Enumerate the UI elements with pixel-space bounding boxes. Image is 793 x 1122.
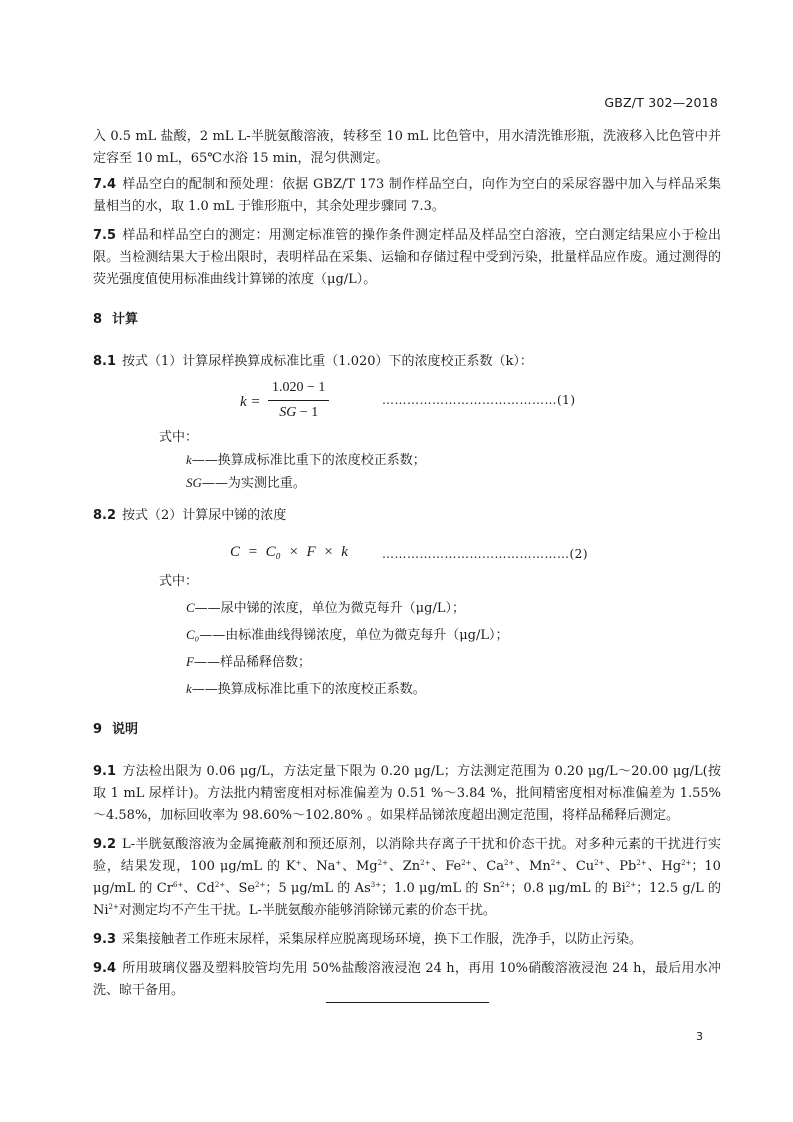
section-text: L-半胱氨酸溶液为金属掩蔽剂和预还原剂，以消除共存离子干扰和价态干扰。对多种元素的干扰进行实验，结果发现，100 μg/mL 的 K xyxy=(93,837,721,874)
ion: Mg xyxy=(356,859,378,874)
ion-charge: 2+ xyxy=(681,859,692,867)
ion: Cu xyxy=(575,859,595,874)
ion-charge: 6+ xyxy=(172,881,184,889)
fraction-numerator: 1.020 − 1 xyxy=(268,377,329,401)
section-text: 采集接触者工作班末尿样，采集尿样应脱离现场环境，换下工作服，洗净手，以防止污染。 xyxy=(122,932,643,947)
definition-symbol: k xyxy=(186,681,192,696)
ion-charge: 2+ xyxy=(420,859,431,867)
definition-k xyxy=(186,449,721,472)
ion-charge: 2+ xyxy=(550,859,562,867)
heading-title: 计算 xyxy=(112,312,139,327)
section-text: 方法检出限为 0.06 μg/L，方法定量下限为 0.20 μg/L；方法测定范围为 0.20 μg/L～20.00 μg/L(按取 1 mL 尿样计)。方法批内精密度相对标准偏差为 0.51 %～3.84 %，批间精密度相对标准偏差为 1.55%～4.58%，加标回收率为 98.60%～102.80% 。如果样品锑浓度超出测定范围，将样品稀释后测定。 xyxy=(93,764,721,823)
ion: Se xyxy=(238,881,256,896)
continuation-paragraph: 入 0.5 mL 盐酸，2 mL L-半胱氨酸溶液，转移至 10 mL 比色管中，用水清洗锥形瓶，洗液移入比色管中并定容至 10 mL，65℃水浴 15 min，混匀供测定。 xyxy=(93,129,721,166)
definition-sg xyxy=(186,472,721,495)
separator: 、 xyxy=(430,859,446,874)
section-9-3 xyxy=(93,929,721,951)
ion-charge: + xyxy=(335,859,342,867)
document-body xyxy=(93,126,721,1009)
definition-symbol: SG xyxy=(186,475,202,490)
fraction-denominator xyxy=(268,401,329,424)
section-7-4 xyxy=(93,174,721,218)
page-number: 3 xyxy=(696,1030,703,1043)
definition-text: ——换算成标准比重下的浓度校正系数； xyxy=(191,453,426,468)
definition-f xyxy=(186,651,721,674)
section-number: 8.2 xyxy=(93,508,117,523)
section-9-1 xyxy=(93,761,721,827)
ion: Cd xyxy=(196,881,215,896)
section-number: 9.1 xyxy=(93,764,117,779)
end-rule xyxy=(326,1002,489,1003)
heading-8 xyxy=(93,309,721,331)
section-9-4 xyxy=(93,958,721,1002)
formula-expression: C = C₀ × F × k xyxy=(230,544,348,560)
ion: Mn xyxy=(529,859,551,874)
definition-symbol: F xyxy=(186,654,194,669)
denominator-variable: SG xyxy=(279,405,297,420)
definition-text: ——尿中锑的浓度，单位为微克每升（μg/L）； xyxy=(194,601,465,616)
definition-symbol: k xyxy=(186,452,192,467)
section-7-5 xyxy=(93,225,721,291)
ion: Pb xyxy=(619,859,637,874)
formula-lhs: k = xyxy=(240,394,261,410)
leader-dots: …………………………………… xyxy=(382,393,557,407)
section-text: 所用玻璃仪器及塑料胶管均先用 50%盐酸溶液浸泡 24 h，再用 10%硝酸溶液浸泡 24 h，最后用水冲洗、晾干备用。 xyxy=(93,961,721,998)
separator: 、 xyxy=(646,859,662,874)
fraction xyxy=(268,377,329,424)
heading-9 xyxy=(93,719,721,741)
section-text: ；12.5 g/L 的 Ni xyxy=(93,881,721,918)
separator: 、 xyxy=(604,859,620,874)
ion-charge: 2+ xyxy=(255,881,266,889)
ion-charge: 2+ xyxy=(214,881,226,889)
separator: 、 xyxy=(471,859,487,874)
definition-symbol: C xyxy=(186,600,195,615)
ion-charge: + xyxy=(295,859,302,867)
section-text: ；0.8 μg/mL 的 Bi xyxy=(510,881,626,896)
ion-charge: 2+ xyxy=(636,859,647,867)
section-text: 按式（2）计算尿中锑的浓度 xyxy=(122,508,287,523)
formula-number: (1) xyxy=(557,393,576,407)
section-8-2 xyxy=(93,505,721,527)
ion: Fe xyxy=(445,859,462,874)
separator: 、 xyxy=(301,859,317,874)
section-text: 按式（1）计算尿样换算成标准比重（1.020）下的浓度校正系数（k）： xyxy=(122,354,533,369)
ion-charge: 2+ xyxy=(504,859,515,867)
formula-leader xyxy=(382,389,576,411)
section-number: 8.1 xyxy=(93,354,117,369)
section-text: 样品和样品空白的测定：用测定标准管的操作条件测定样品及样品空白溶液，空白测定结果应小于检出限。当检测结果大于检出限时，表明样品在采集、运输和存储过程中受到污染，批量样品应作废。通过测得的荧光强度值使用标准曲线计算锑的浓度（μg/L）。 xyxy=(93,228,721,287)
ion-charge: 2+ xyxy=(500,881,511,889)
heading-number: 9 xyxy=(93,722,103,737)
section-number: 7.5 xyxy=(93,228,117,243)
heading-number: 8 xyxy=(93,312,103,327)
where-label: 式中： xyxy=(159,430,199,445)
ion-charge: 2+ xyxy=(461,859,472,867)
ion: Zn xyxy=(402,859,421,874)
definition-symbol: C₀ xyxy=(186,627,200,642)
section-9-2 xyxy=(93,834,721,922)
where-label: 式中： xyxy=(159,574,199,589)
definition-text: ——样品稀释倍数； xyxy=(193,655,311,670)
separator: 、 xyxy=(225,881,239,896)
section-text: ；5 μg/mL 的 As xyxy=(265,881,371,896)
section-text: ；1.0 μg/mL 的 Sn xyxy=(381,881,501,896)
separator: 、 xyxy=(514,859,530,874)
definition-k xyxy=(186,678,721,701)
section-number: 9.4 xyxy=(93,961,117,976)
section-text: ；10 μg/mL 的 Cr xyxy=(93,859,721,896)
definition-text: ——由标准曲线得锑浓度，单位为微克每升（μg/L）； xyxy=(199,628,509,643)
section-number: 7.4 xyxy=(93,177,117,192)
ion-charge: 2+ xyxy=(377,859,388,867)
section-text: 对测定均不产生干扰。L-半胱氨酸亦能够消除锑元素的价态干扰。 xyxy=(118,903,496,918)
heading-title: 说明 xyxy=(112,722,139,737)
separator: 、 xyxy=(387,859,403,874)
ion: Na xyxy=(316,859,336,874)
section-8-1 xyxy=(93,351,721,373)
separator: 、 xyxy=(561,859,576,874)
ion: Ca xyxy=(486,859,504,874)
ion: Hg xyxy=(661,859,682,874)
denominator-rest: − 1 xyxy=(296,405,319,420)
section-text: 样品空白的配制和预处理：依据 GBZ/T 173 制作样品空白，向作为空白的采尿容器中加入与样品采集量相当的水，取 1.0 mL 于锥形瓶中，其余处理步骤同 7.3。 xyxy=(93,177,721,214)
ion-charge: 2+ xyxy=(594,859,605,867)
standard-code: GBZ/T 302—2018 xyxy=(604,95,718,110)
formula-leader xyxy=(382,543,588,565)
ion-charge: 3+ xyxy=(370,881,382,889)
section-number: 9.2 xyxy=(93,837,117,852)
separator: 、 xyxy=(183,881,197,896)
definition-c0 xyxy=(186,624,721,647)
ion-charge: 2+ xyxy=(625,881,637,889)
definition-text: ——为实测比重。 xyxy=(201,476,306,491)
formula-number: (2) xyxy=(569,547,588,561)
definition-c xyxy=(186,597,721,620)
section-number: 9.3 xyxy=(93,932,117,947)
separator: 、 xyxy=(341,859,356,874)
definition-text: ——换算成标准比重下的浓度校正系数。 xyxy=(191,682,426,697)
formula-2 xyxy=(93,537,721,567)
leader-dots: ……………………………………… xyxy=(382,547,570,561)
formula-1 xyxy=(93,377,721,425)
ion-charge: 2+ xyxy=(108,903,119,911)
